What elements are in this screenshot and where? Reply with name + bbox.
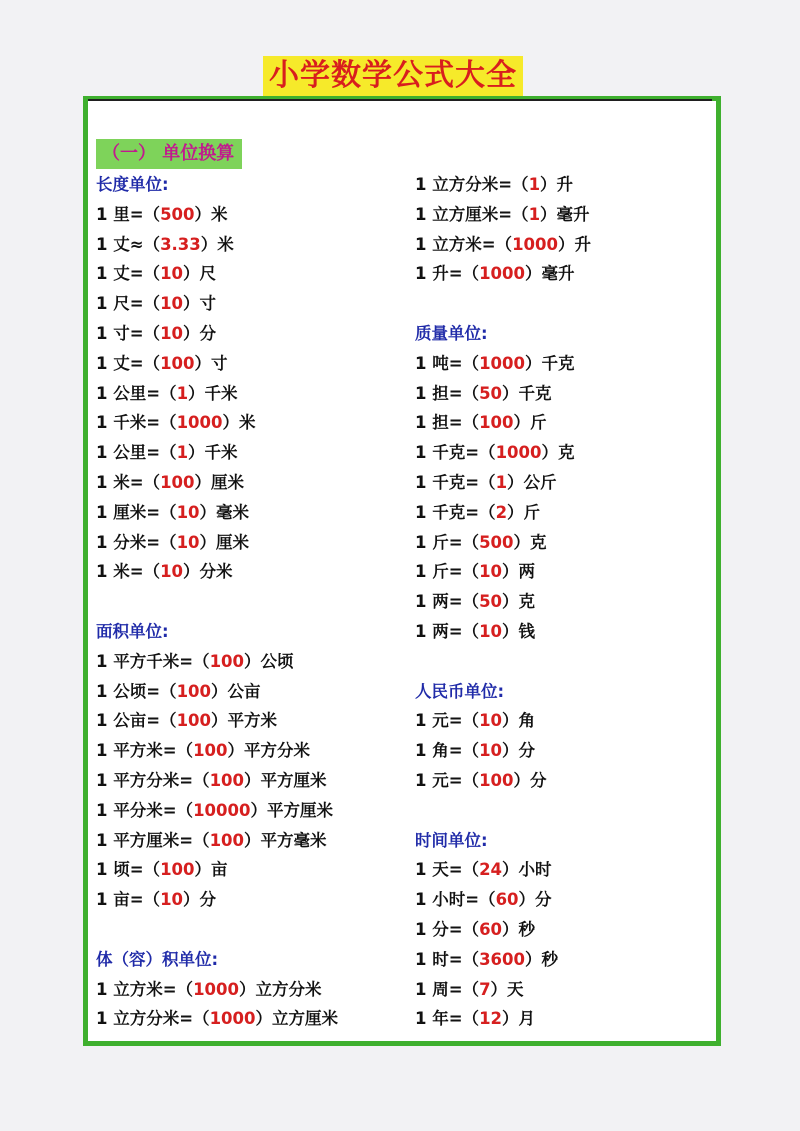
conversion-prefix: 1 平方厘米=（ [96, 830, 210, 850]
blank-line [96, 915, 396, 945]
conversion-row [96, 826, 396, 856]
conversion-unit: ）米 [200, 234, 234, 254]
conversion-row [415, 736, 705, 766]
conversion-row [415, 766, 705, 796]
conversion-row [96, 259, 396, 289]
conversion-prefix: 1 千克=（ [415, 443, 496, 463]
conversion-unit: ）千克 [502, 383, 552, 403]
category-heading: 时间单位: [415, 830, 488, 850]
conversion-prefix: 1 两=（ [415, 592, 480, 612]
conversion-value: 1000 [176, 413, 223, 433]
conversion-prefix: 1 丈≈（ [96, 234, 161, 254]
conversion-unit: ）平方厘米 [244, 770, 327, 790]
conversion-unit: ）斤 [513, 413, 547, 433]
conversion-prefix: 1 年=（ [415, 1009, 480, 1029]
conversion-prefix: 1 公顷=（ [96, 681, 177, 701]
page-title: 小学数学公式大全 [263, 56, 523, 96]
conversion-prefix: 1 公里=（ [96, 443, 177, 463]
conversion-prefix: 1 天=（ [415, 860, 480, 880]
conversion-prefix: 1 两=（ [415, 621, 480, 641]
conversion-row [96, 528, 396, 558]
conversion-prefix: 1 公亩=（ [96, 711, 177, 731]
conversion-unit: ）升 [540, 175, 574, 194]
conversion-unit: ）克 [541, 443, 575, 463]
conversion-row [415, 915, 705, 945]
conversion-unit: ）寸 [194, 353, 228, 373]
conversion-unit: ）秒 [525, 949, 558, 969]
conversion-unit: ）分 [513, 770, 547, 790]
conversion-unit: ）平方厘米 [250, 800, 333, 820]
conversion-row [96, 349, 396, 379]
conversion-prefix: 1 角=（ [415, 741, 480, 761]
conversion-row [96, 438, 396, 468]
category-heading: 面积单位: [96, 621, 169, 641]
conversion-value: 10 [160, 562, 184, 582]
category-heading: 质量单位: [415, 323, 488, 343]
conversion-value: 2 [495, 502, 508, 522]
blank-line [96, 587, 396, 617]
category-heading: 人民币单位: [415, 681, 505, 701]
conversion-row [96, 677, 396, 707]
conversion-value: 10 [160, 264, 184, 284]
conversion-value: 10 [176, 502, 200, 522]
conversion-unit: ）秒 [502, 919, 536, 939]
conversion-value: 1000 [512, 234, 558, 254]
conversion-unit: ）千米 [188, 383, 238, 403]
conversion-value: 10 [479, 711, 503, 731]
conversion-unit: ）公亩 [211, 681, 261, 701]
conversion-value: 10 [160, 323, 184, 343]
conversion-value: 60 [495, 890, 519, 910]
blank-line [415, 796, 705, 826]
conversion-unit: ）米 [222, 413, 256, 433]
conversion-value: 100 [209, 830, 245, 850]
title-underline [88, 99, 712, 101]
conversion-unit: ）分 [183, 323, 217, 343]
conversion-prefix: 1 周=（ [415, 979, 480, 999]
conversion-value: 7 [479, 979, 491, 999]
conversion-value: 3.33 [160, 234, 201, 254]
conversion-prefix: 1 亩=（ [96, 890, 161, 910]
conversion-prefix: 1 立方米=（ [415, 234, 513, 254]
conversion-prefix: 1 立方米=（ [96, 979, 194, 999]
category-heading: 体（容）积单位: [96, 949, 219, 969]
conversion-row [415, 498, 705, 528]
conversion-unit: ）小时 [502, 860, 552, 880]
section-banner: （一） 单位换算 [96, 139, 242, 169]
conversion-row [96, 736, 396, 766]
conversion-value: 100 [479, 413, 514, 433]
conversion-unit: ）钱 [502, 621, 536, 641]
conversion-unit: ）米 [194, 204, 228, 224]
conversion-value: 10 [479, 741, 503, 761]
conversion-row [415, 706, 705, 736]
conversion-unit: ）千米 [188, 443, 238, 463]
conversion-unit: ）斤 [507, 502, 541, 522]
conversion-row [96, 408, 396, 438]
conversion-unit: ）平方分米 [227, 741, 311, 761]
conversion-row [415, 855, 705, 885]
conversion-row [415, 945, 705, 975]
conversion-unit: ）毫米 [199, 502, 250, 522]
conversion-prefix: 1 平方米=（ [96, 741, 194, 761]
conversion-prefix: 1 平方千米=（ [96, 651, 210, 671]
conversion-unit: ）天 [490, 979, 524, 999]
conversion-value: 1 [528, 204, 541, 224]
conversion-value: 10 [160, 294, 184, 314]
conversion-unit: ）厘米 [199, 532, 250, 552]
conversion-value: 1 [495, 472, 508, 492]
conversion-prefix: 1 千克=（ [415, 502, 496, 522]
conversion-row [96, 498, 396, 528]
conversion-row [415, 528, 705, 558]
conversion-unit: ）毫升 [525, 264, 575, 284]
conversion-unit: ）立方厘米 [255, 1009, 338, 1029]
conversion-value: 1000 [209, 1009, 256, 1029]
conversion-row [96, 855, 396, 885]
conversion-unit: ）分 [183, 890, 217, 910]
conversion-prefix: 1 立方厘米=（ [415, 204, 529, 224]
conversion-prefix: 1 丈=（ [96, 264, 161, 284]
conversion-prefix: 1 尺=（ [96, 294, 161, 314]
conversion-row [96, 766, 396, 796]
conversion-value: 60 [479, 919, 503, 939]
conversion-value: 3600 [479, 949, 525, 969]
conversion-row [415, 557, 705, 587]
conversion-value: 10000 [193, 800, 251, 820]
conversion-value: 12 [479, 1009, 503, 1029]
conversion-value: 500 [160, 204, 195, 224]
conversion-prefix: 1 厘米=（ [96, 502, 177, 522]
conversion-row [96, 289, 396, 319]
conversion-row [96, 379, 396, 409]
conversion-prefix: 1 分米=（ [96, 532, 177, 552]
conversion-prefix: 1 小时=（ [415, 890, 496, 910]
conversion-unit: ）升 [558, 234, 591, 254]
conversion-prefix: 1 吨=（ [415, 353, 480, 373]
conversion-value: 100 [160, 472, 195, 492]
conversion-value: 100 [176, 711, 212, 731]
conversion-prefix: 1 立方分米=（ [96, 1009, 210, 1029]
conversion-row [415, 587, 705, 617]
conversion-value: 100 [209, 651, 245, 671]
conversion-row [96, 706, 396, 736]
conversion-row [96, 557, 396, 587]
conversion-value: 10 [479, 621, 503, 641]
blank-line [415, 289, 705, 319]
conversion-unit: ）公斤 [507, 472, 557, 492]
conversion-prefix: 1 分=（ [415, 919, 480, 939]
conversion-prefix: 1 担=（ [415, 413, 480, 433]
conversion-unit: ）厘米 [194, 472, 245, 492]
conversion-unit: ）分 [502, 741, 536, 761]
conversion-value: 100 [160, 353, 195, 373]
conversion-prefix: 1 千米=（ [96, 413, 177, 433]
conversion-unit: ）寸 [183, 294, 217, 314]
category-heading: 长度单位: [96, 175, 169, 194]
conversion-unit: ）平方毫米 [244, 830, 327, 850]
conversion-row [96, 1004, 396, 1034]
conversion-unit: ）亩 [194, 860, 228, 880]
conversion-unit: ）分米 [183, 562, 233, 582]
conversion-value: 100 [176, 681, 212, 701]
conversion-prefix: 1 千克=（ [415, 472, 496, 492]
conversion-unit: ）立方分米 [239, 979, 322, 999]
conversion-unit: ）平方米 [211, 711, 278, 731]
blank-line [415, 647, 705, 677]
right-column [415, 170, 705, 1034]
conversion-row [96, 200, 396, 230]
conversion-prefix: 1 丈=（ [96, 353, 161, 373]
conversion-row [96, 468, 396, 498]
conversion-row [415, 468, 705, 498]
conversion-unit: ）分 [518, 890, 552, 910]
conversion-value: 1 [528, 175, 541, 194]
conversion-prefix: 1 斤=（ [415, 562, 480, 582]
conversion-value: 1000 [495, 443, 542, 463]
conversion-value: 50 [479, 383, 503, 403]
conversion-value: 10 [479, 562, 503, 582]
conversion-row [415, 617, 705, 647]
conversion-prefix: 1 公里=（ [96, 383, 177, 403]
conversion-row [415, 230, 705, 260]
conversion-unit: ）公顷 [244, 651, 294, 671]
conversion-value: 1000 [479, 264, 525, 284]
conversion-value: 1 [176, 383, 189, 403]
conversion-row [96, 230, 396, 260]
conversion-unit: ）千克 [525, 353, 575, 373]
conversion-row [415, 170, 705, 200]
conversion-value: 24 [479, 860, 503, 880]
conversion-unit: ）尺 [183, 264, 217, 284]
conversion-value: 1 [176, 443, 189, 463]
conversion-value: 10 [160, 890, 184, 910]
conversion-value: 100 [160, 860, 195, 880]
conversion-prefix: 1 米=（ [96, 472, 161, 492]
conversion-row [96, 319, 396, 349]
conversion-prefix: 1 米=（ [96, 562, 161, 582]
conversion-row [415, 975, 705, 1005]
conversion-row [96, 885, 396, 915]
conversion-unit: ）月 [502, 1009, 536, 1029]
conversion-value: 1000 [479, 353, 525, 373]
conversion-prefix: 1 元=（ [415, 711, 480, 731]
conversion-row [96, 975, 396, 1005]
conversion-prefix: 1 斤=（ [415, 532, 480, 552]
conversion-value: 100 [193, 741, 228, 761]
conversion-prefix: 1 平分米=（ [96, 800, 194, 820]
conversion-prefix: 1 元=（ [415, 770, 480, 790]
conversion-value: 50 [479, 592, 503, 612]
conversion-row [415, 1004, 705, 1034]
conversion-value: 100 [479, 770, 514, 790]
conversion-row [415, 200, 705, 230]
conversion-prefix: 1 时=（ [415, 949, 480, 969]
conversion-row [96, 796, 396, 826]
conversion-prefix: 1 立方分米=（ [415, 175, 529, 194]
conversion-value: 500 [479, 532, 514, 552]
conversion-prefix: 1 寸=（ [96, 323, 161, 343]
conversion-row [415, 438, 705, 468]
conversion-row [415, 885, 705, 915]
conversion-row [415, 349, 705, 379]
conversion-value: 1000 [193, 979, 239, 999]
conversion-prefix: 1 担=（ [415, 383, 480, 403]
conversion-unit: ）克 [513, 532, 547, 552]
conversion-unit: ）毫升 [540, 204, 590, 224]
conversion-unit: ）两 [502, 562, 536, 582]
conversion-row [415, 259, 705, 289]
conversion-unit: ）角 [502, 711, 536, 731]
conversion-value: 10 [176, 532, 200, 552]
conversion-unit: ）克 [502, 592, 536, 612]
conversion-row [415, 408, 705, 438]
conversion-prefix: 1 平方分米=（ [96, 770, 210, 790]
conversion-row [415, 379, 705, 409]
conversion-row [96, 647, 396, 677]
left-column [96, 170, 396, 1034]
conversion-value: 100 [209, 770, 245, 790]
conversion-prefix: 1 里=（ [96, 204, 161, 224]
conversion-prefix: 1 顷=（ [96, 860, 161, 880]
conversion-prefix: 1 升=（ [415, 264, 480, 284]
